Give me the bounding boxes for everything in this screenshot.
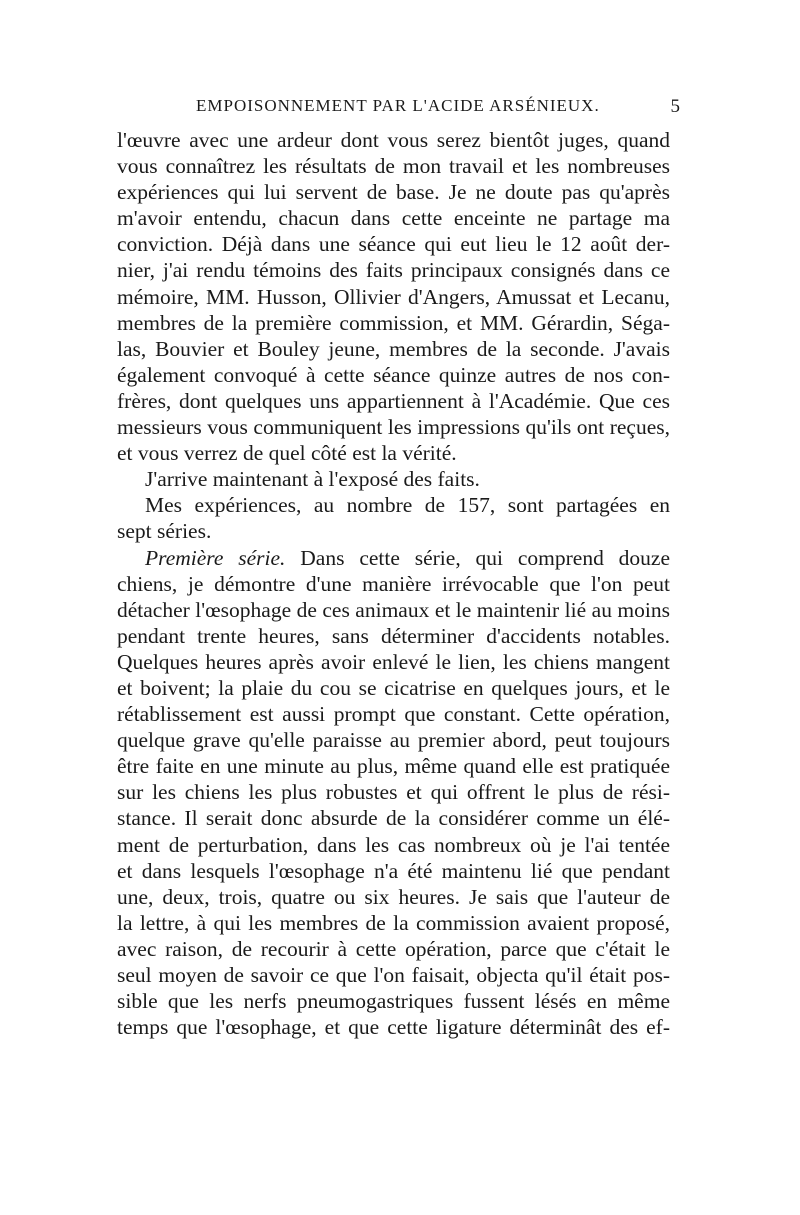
text-line: quelque grave qu'elle paraisse au premier abord, peut toujours xyxy=(117,728,670,753)
text-line-with-label xyxy=(117,545,670,571)
text-line: pendant trente heures, sans déterminer d'accidents notables. xyxy=(117,623,670,648)
text-line: Quelques heures après avoir enlevé le lien, les chiens mangent xyxy=(117,649,670,674)
text-line: sible que les nerfs pneumogastriques fussent lésés en même xyxy=(117,989,670,1014)
text-line: être faite en une minute au plus, même quand elle est pratiquée xyxy=(117,754,670,779)
text-line: stance. Il serait donc absurde de la considérer comme un élé- xyxy=(117,806,670,831)
text-line: las, Bouvier et Bouley jeune, membres de la seconde. J'avais xyxy=(117,336,670,361)
running-head xyxy=(140,96,680,122)
text-line: J'arrive maintenant à l'exposé des faits. xyxy=(145,467,480,492)
text-line: nier, j'ai rendu témoins des faits principaux consignés dans ce xyxy=(117,258,670,283)
text-line: et boivent; la plaie du cou se cicatrise en quelques jours, et le xyxy=(117,675,670,700)
text-line: membres de la première commission, et MM. Gérardin, Séga- xyxy=(117,310,670,335)
text-line: expériences qui lui servent de base. Je ne doute pas qu'après xyxy=(117,180,670,205)
text-line: m'avoir entendu, chacun dans cette enceinte ne partage ma xyxy=(117,206,670,231)
text-line: seul moyen de savoir ce que l'on faisait, objecta qu'il était pos- xyxy=(117,963,670,987)
text-line: sept séries. xyxy=(117,519,212,544)
text-line: rétablissement est aussi prompt que constant. Cette opération, xyxy=(117,702,670,727)
running-title: EMPOISONNEMENT PAR L'ACIDE ARSÉNIEUX. xyxy=(196,96,600,115)
text-line-rest: Dans cette série, qui comprend douze xyxy=(300,545,671,570)
text-line: ment de perturbation, dans les cas nombreux où je l'ai tentée xyxy=(117,832,670,857)
text-line: sur les chiens les plus robustes et qui offrent le plus de rési- xyxy=(117,780,670,805)
text-line: également convoqué à cette séance quinze autres de nos con- xyxy=(117,362,670,387)
text-line: messieurs vous communiquent les impressions qu'ils ont reçues, xyxy=(117,415,670,440)
text-line: Mes expériences, au nombre de 157, sont partagées en xyxy=(145,493,670,518)
text-line: temps que l'œsophage, et que cette ligature déterminât des ef- xyxy=(117,1015,670,1040)
series-label: Première série. xyxy=(145,545,286,570)
text-line: et vous verrez de quel côté est la vérité. xyxy=(117,441,457,466)
text-line: chiens, je démontre d'une manière irrévocable que l'on peut xyxy=(117,571,670,596)
text-line: et dans lesquels l'œsophage n'a été maintenu lié que pendant xyxy=(117,858,670,883)
body-text xyxy=(117,127,670,1040)
page-number: 5 xyxy=(670,96,680,117)
text-line: frères, dont quelques uns appartiennent à l'Académie. Que ces xyxy=(117,388,670,413)
text-line: détacher l'œsophage de ces animaux et le maintenir lié au moins xyxy=(117,597,670,622)
text-line: conviction. Déjà dans une séance qui eut lieu le 12 août der- xyxy=(117,232,670,257)
text-line: vous connaîtrez les résultats de mon travail et les nombreuses xyxy=(117,154,670,179)
text-line: une, deux, trois, quatre ou six heures. Je sais que l'auteur de xyxy=(117,884,670,909)
text-line: la lettre, à qui les membres de la commission avaient proposé, xyxy=(117,910,670,935)
text-line: l'œuvre avec une ardeur dont vous serez bientôt juges, quand xyxy=(117,128,670,152)
text-line: mémoire, MM. Husson, Ollivier d'Angers, Amussat et Lecanu, xyxy=(117,284,670,309)
text-line: avec raison, de recourir à cette opération, parce que c'était le xyxy=(117,936,670,961)
